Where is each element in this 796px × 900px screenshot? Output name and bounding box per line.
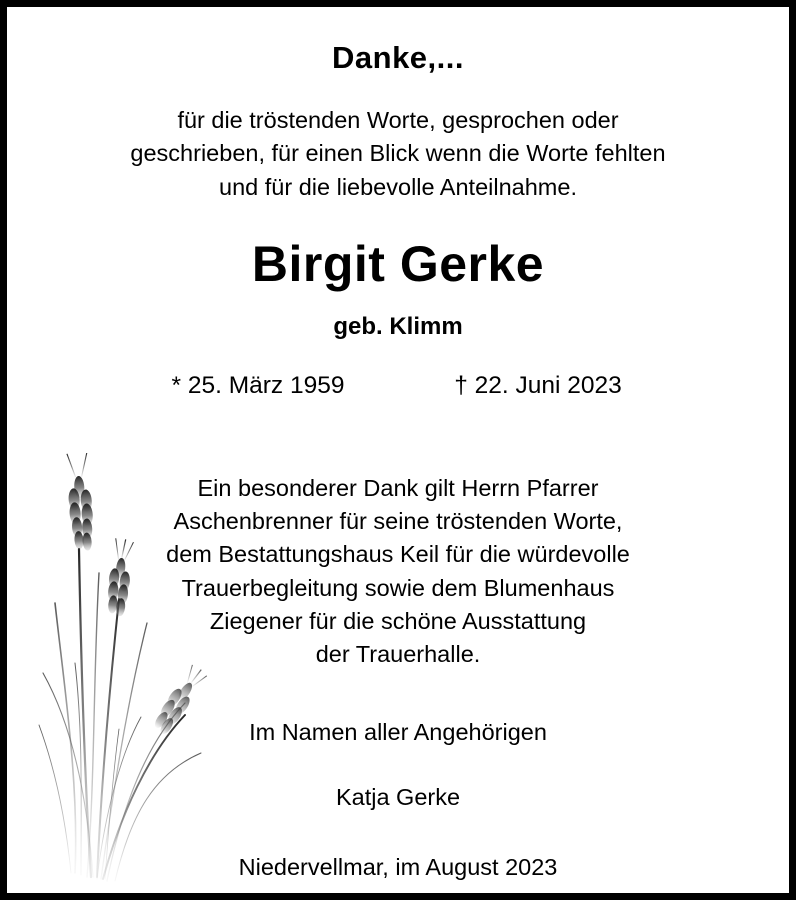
intro-line-2: geschrieben, für einen Blick wenn die Worte fehlten [130,140,666,167]
deceased-name: Birgit Gerke [251,236,545,293]
tribute-line-3: dem Bestattungshaus Keil für die würdevolle [166,541,630,568]
tribute-line-4: Trauerbegleitung sowie dem Blumenhaus [181,574,615,601]
intro-text [35,104,761,204]
intro-line-3: und für die liebevolle Anteilnahme. [219,173,577,200]
tribute-line-5: Ziegener für die schöne Ausstattung [209,607,587,634]
tribute-line-6: der Trauerhalle. [315,641,481,668]
birth-date: * 25. März 1959 [171,371,345,399]
tribute-line-1: Ein besonderer Dank gilt Herrn Pfarrer [197,474,599,501]
life-dates [35,373,761,400]
maiden-name: geb. Klimm [333,313,463,341]
place-and-date: Niedervellmar, im August 2023 [238,854,558,881]
card-content [7,41,789,881]
intro-line-1: für die tröstenden Worte, gesprochen oder [177,107,619,134]
thanks-title: Danke,... [332,40,464,75]
tribute-line-2: Aschenbrenner für seine tröstenden Worte, [173,507,623,534]
tribute-text [35,472,761,672]
death-date: † 22. Juni 2023 [454,371,622,399]
family-line: Im Namen aller Angehörigen [249,718,547,745]
signature-name: Katja Gerke [335,783,461,810]
